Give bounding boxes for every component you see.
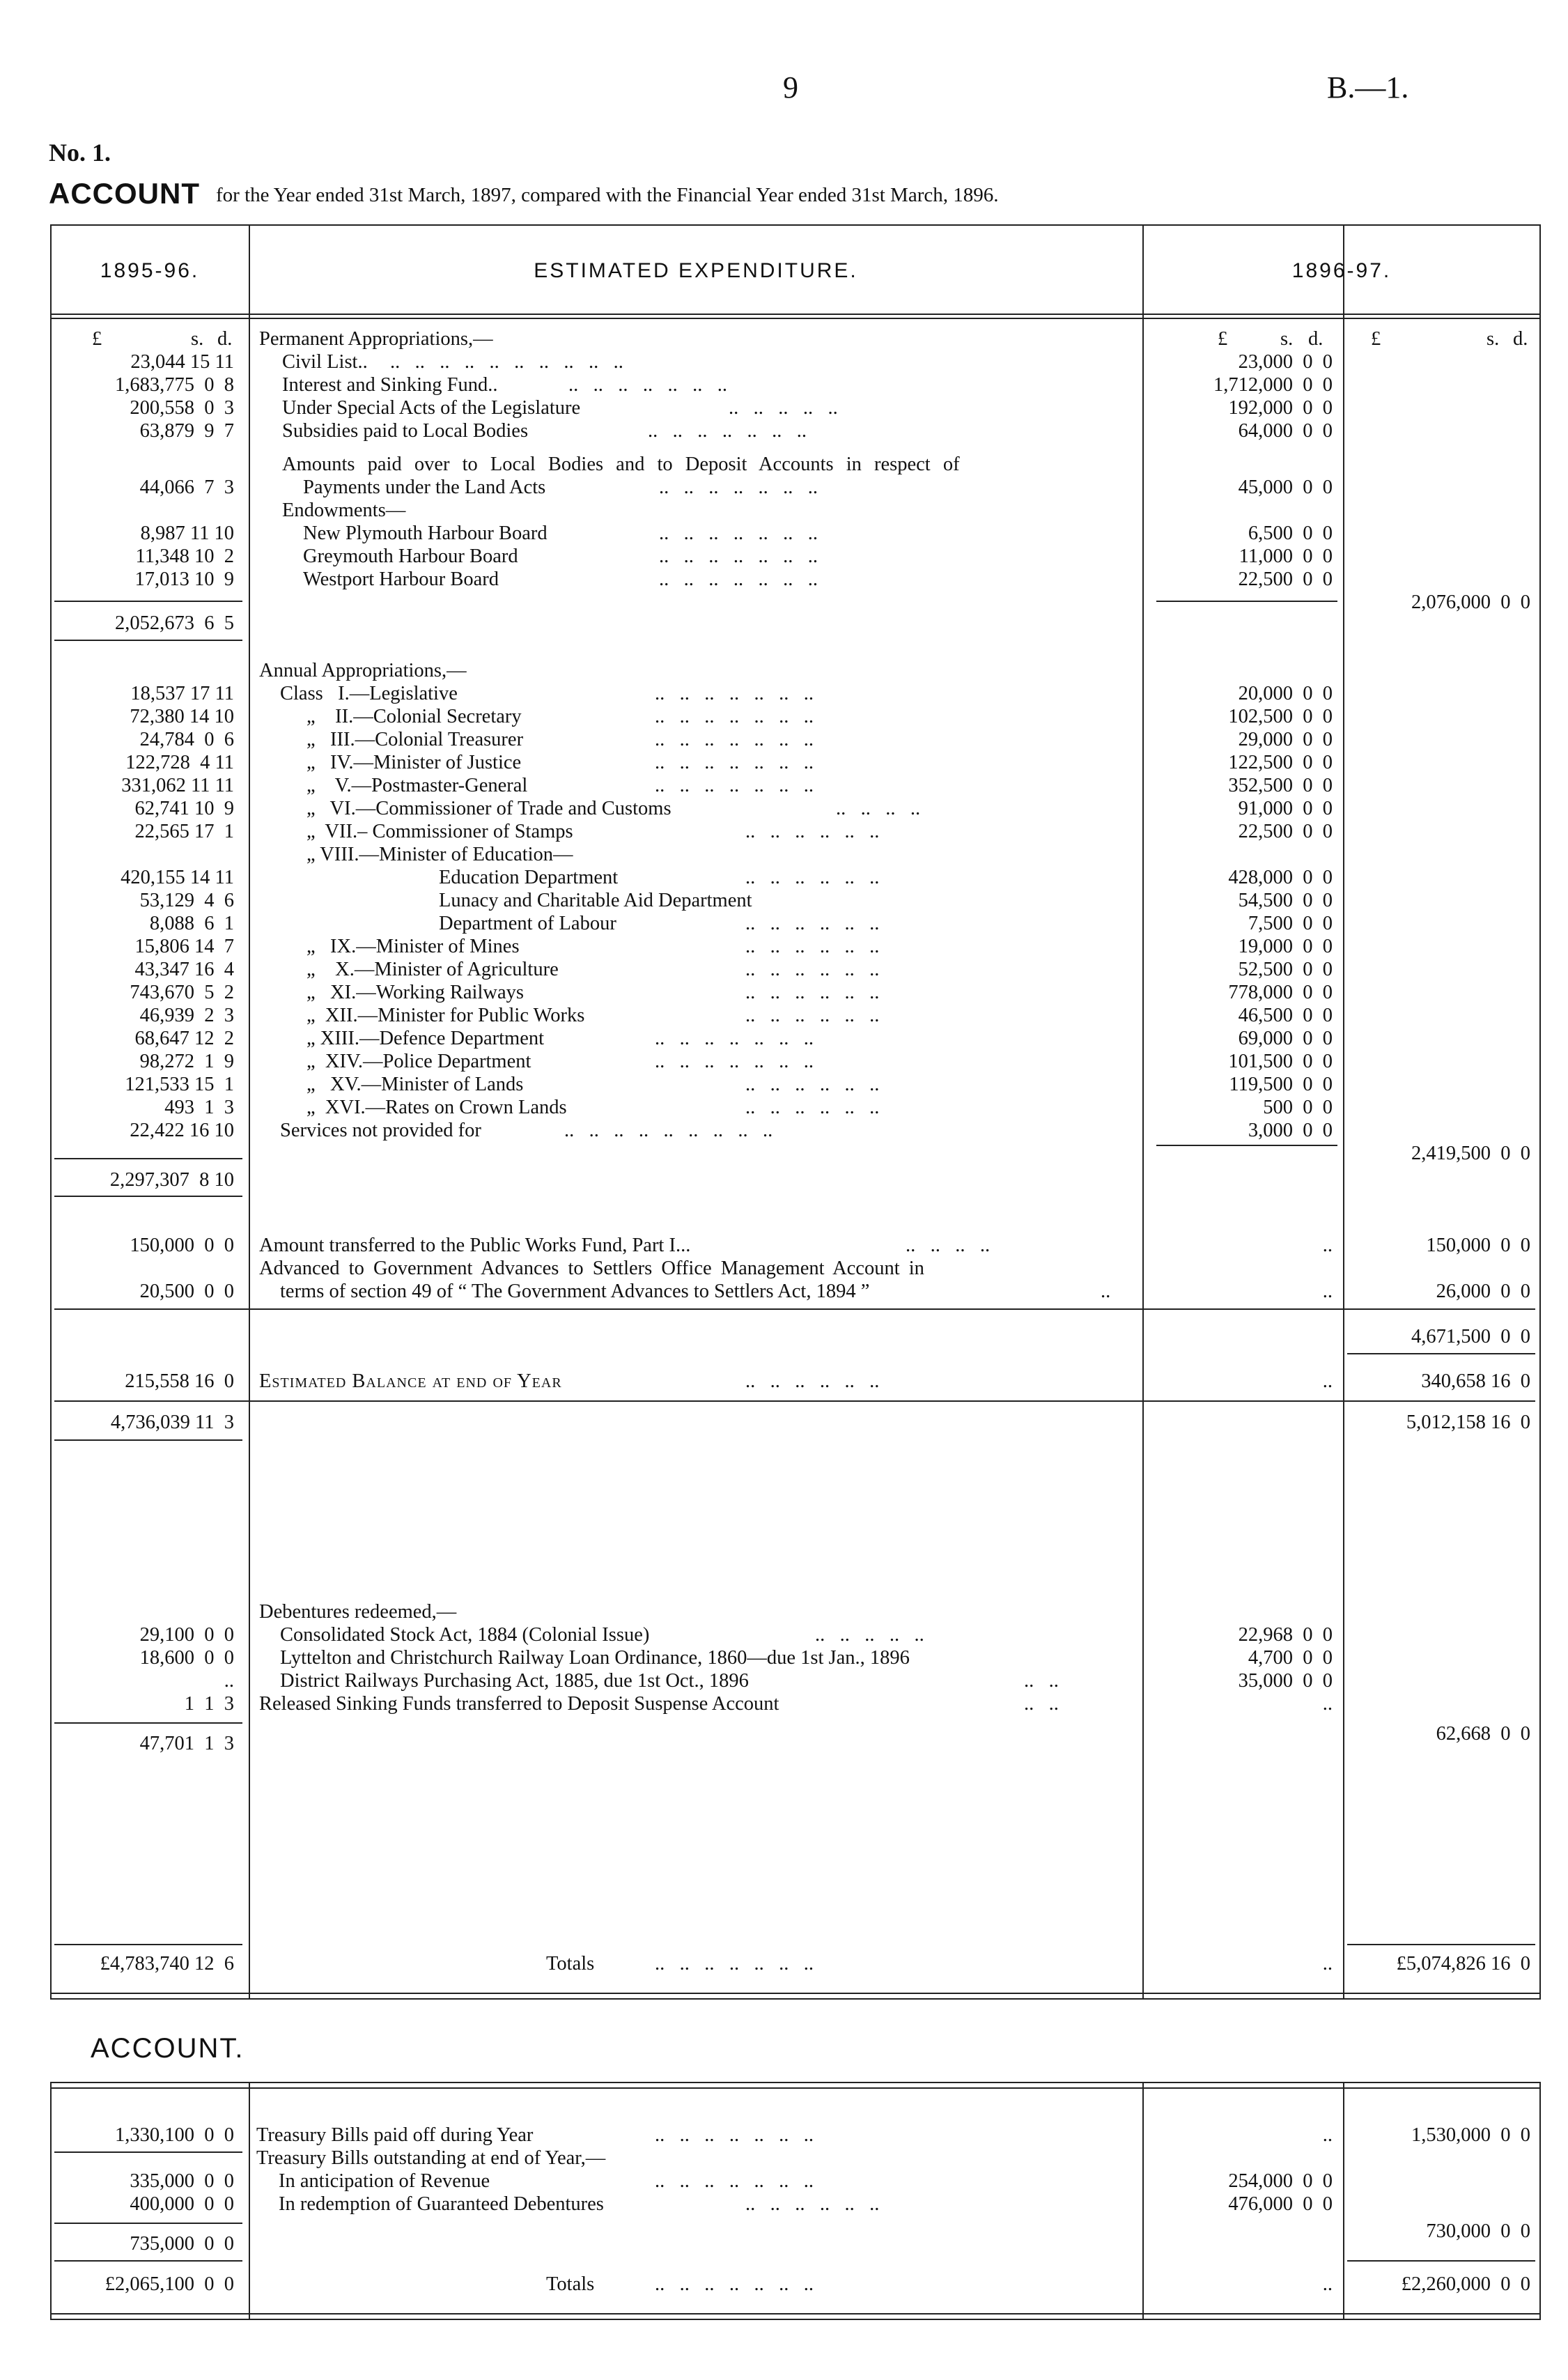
unit-d: d. — [217, 328, 233, 350]
unit-s: s. — [1280, 328, 1294, 350]
unit-s: s. — [1487, 328, 1500, 350]
unit-s: s. — [191, 328, 204, 350]
total-cur: 5,012,158 16 0 — [1406, 1412, 1530, 1433]
outstanding-prev: 735,000 0 0 — [130, 2233, 234, 2255]
header-estimated-expenditure: ESTIMATED EXPENDITURE. — [534, 259, 858, 282]
account-title: ACCOUNT — [49, 177, 200, 210]
unit-d: d. — [1308, 328, 1324, 350]
subtotal-cur: 62,668 0 0 — [1436, 1723, 1530, 1745]
section-heading: Debentures redeemed,— — [259, 1601, 457, 1623]
total-prev: 4,736,039 11 3 — [110, 1412, 234, 1433]
account-number: No. 1. — [49, 139, 111, 167]
subtotal-cur: 2,076,000 0 0 — [1411, 592, 1530, 613]
subtotal-prev: 2,297,307 8 10 — [109, 1169, 234, 1191]
unit-d: d. — [1513, 328, 1528, 350]
page-code: B.—1. — [1327, 70, 1409, 105]
header-prev-year: 1895-96. — [100, 259, 200, 282]
account-subtitle: for the Year ended 31st March, 1897, compared with the Financial Year ended 31st March, 1896. — [216, 184, 999, 206]
subtotal-cur: 2,419,500 0 0 — [1411, 1143, 1530, 1164]
sum-cur: 4,671,500 0 0 — [1411, 1326, 1530, 1347]
section-heading: Permanent Appropriations,— — [259, 328, 493, 350]
unit-pound: £ — [1218, 328, 1228, 350]
subtotal-prev: 47,701 1 3 — [139, 1733, 234, 1754]
header-curr-year: 1896-97. — [1291, 259, 1392, 282]
second-account-title: ACCOUNT. — [91, 2033, 244, 2064]
unit-pound: £ — [92, 328, 102, 350]
subtotal-prev: 2,052,673 6 5 — [115, 612, 234, 634]
page-number: 9 — [783, 70, 798, 105]
outstanding-cur: 730,000 0 0 — [1426, 2220, 1530, 2242]
outstanding-heading: Treasury Bills outstanding at end of Year,— — [256, 2147, 606, 2169]
endowments-heading: Endowments— — [282, 500, 406, 521]
unit-pound: £ — [1371, 328, 1381, 350]
section-heading: Annual Appropriations,— — [259, 660, 467, 681]
